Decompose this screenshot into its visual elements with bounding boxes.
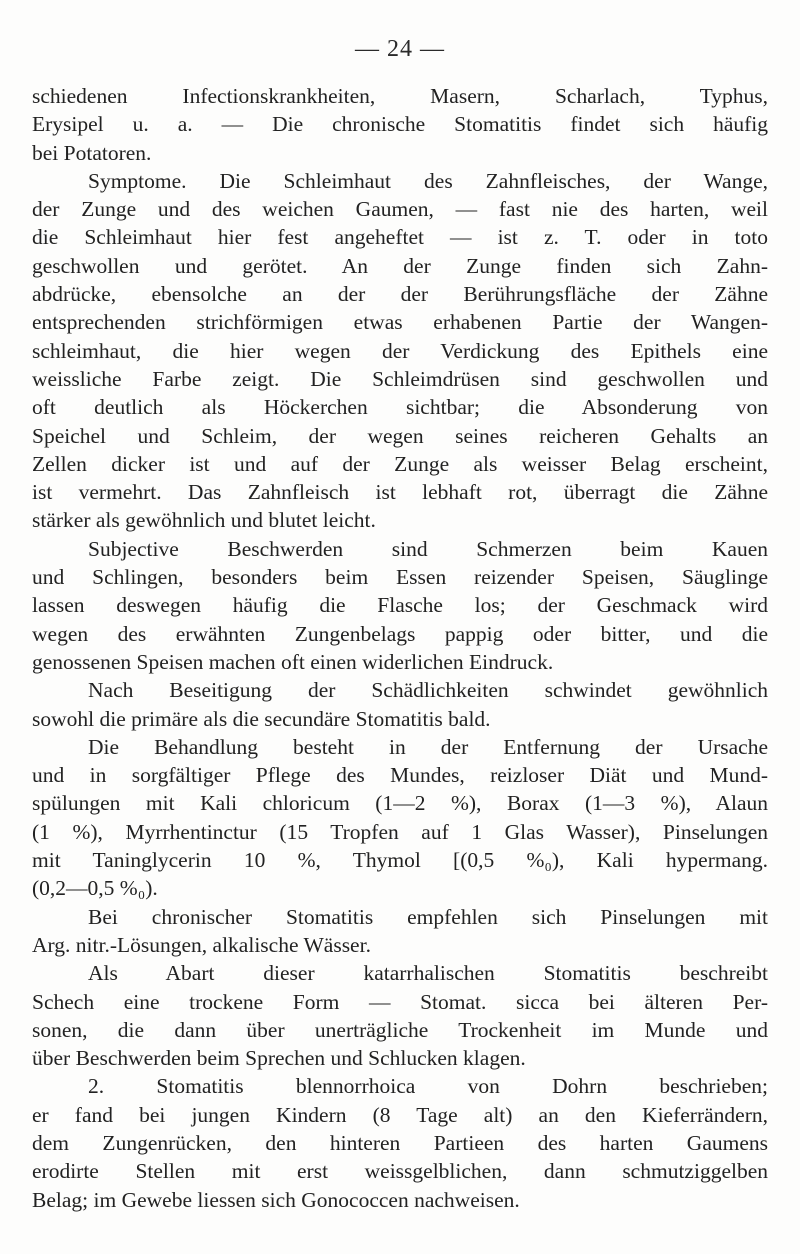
text-line: und Schlingen, besonders beim Essen reizender Speisen, Säuglinge — [32, 565, 768, 590]
text-line: Symptome. Die Schleimhaut des Zahnfleisches, der Wange, — [88, 168, 768, 193]
text-line: (1 %), Myrrhentinctur (15 Tropfen auf 1 Glas Wasser), Pinselungen — [32, 819, 768, 844]
paragraph-symptome — [32, 167, 768, 535]
paragraph-blennorrhoica — [32, 1072, 768, 1213]
paragraph-beschwerden — [32, 535, 768, 676]
page-number: — 24 — — [355, 36, 445, 62]
text-line: bei Potatoren. — [32, 140, 152, 165]
text-body — [32, 82, 768, 1214]
text-line: mit Taninglycerin 10 %, Thymol [(0,5 %₀), Kali hypermang. — [32, 848, 768, 873]
paragraph-abart — [32, 959, 768, 1072]
text-line: über Beschwerden beim Sprechen und Schlucken klagen. — [32, 1046, 526, 1071]
text-line: 2. Stomatitis blennorrhoica von Dohrn beschrieben; — [88, 1074, 768, 1099]
text-line: lassen deswegen häufig die Flasche los; der Geschmack wird — [32, 593, 768, 618]
text-line: Bei chronischer Stomatitis empfehlen sich Pinselungen mit — [88, 904, 768, 929]
text-line: sonen, die dann über unerträgliche Trockenheit im Munde und — [32, 1017, 768, 1042]
text-line: schleimhaut, die hier wegen der Verdickung des Epithels eine — [32, 338, 768, 363]
text-line: Subjective Beschwerden sind Schmerzen beim Kauen — [88, 536, 768, 561]
text-line: ist vermehrt. Das Zahnfleisch ist lebhaft rot, überragt die Zähne — [32, 480, 768, 505]
text-line: schiedenen Infectionskrankheiten, Masern, Scharlach, Typhus, — [32, 84, 768, 108]
text-line: Arg. nitr.-Lösungen, alkalische Wässer. — [32, 932, 371, 957]
text-line: genossenen Speisen machen oft einen widerlichen Eindruck. — [32, 649, 554, 674]
text-line: dem Zungenrücken, den hinteren Partieen des harten Gaumens — [32, 1130, 768, 1155]
paragraph-intro — [32, 82, 768, 167]
text-line: spülungen mit Kali chloricum (1—2 %), Borax (1—3 %), Alaun — [32, 791, 768, 816]
text-line: oft deutlich als Höckerchen sichtbar; die Absonderung von — [32, 395, 768, 420]
text-line: die Schleimhaut hier fest angeheftet — ist z. T. oder in toto — [32, 225, 768, 250]
text-line: Schech eine trockene Form — Stomat. sicca bei älteren Per- — [32, 989, 768, 1014]
text-line: entsprechenden strichförmigen etwas erhabenen Partie der Wangen- — [32, 310, 768, 335]
text-line: Als Abart dieser katarrhalischen Stomatitis beschreibt — [88, 961, 768, 986]
paragraph-behandlung — [32, 733, 768, 903]
paragraph-beseitigung — [32, 676, 768, 733]
text-line: abdrücke, ebensolche an der der Berührungsfläche der Zähne — [32, 282, 768, 307]
text-line: wegen des erwähnten Zungenbelags pappig oder bitter, und die — [32, 621, 768, 646]
text-line: geschwollen und gerötet. An der Zunge finden sich Zahn- — [32, 253, 768, 278]
text-line: Die Behandlung besteht in der Entfernung der Ursache — [88, 734, 768, 759]
text-line: Zellen dicker ist und auf der Zunge als weisser Belag erscheint, — [32, 451, 768, 476]
text-line: sowohl die primäre als die secundäre Stomatitis bald. — [32, 706, 491, 731]
text-line: erodirte Stellen mit erst weissgelblichen, dann schmutziggelben — [32, 1159, 768, 1184]
text-line: stärker als gewöhnlich und blutet leicht. — [32, 508, 376, 533]
text-line: er fand bei jungen Kindern (8 Tage alt) an den Kieferrändern, — [32, 1102, 768, 1127]
paragraph-chronisch — [32, 903, 768, 960]
text-line: weissliche Farbe zeigt. Die Schleimdrüsen sind geschwollen und — [32, 366, 768, 391]
text-line: Nach Beseitigung der Schädlichkeiten schwindet gewöhnlich — [88, 678, 768, 703]
text-line: Erysipel u. a. — Die chronische Stomatitis findet sich häufig — [32, 112, 768, 137]
text-line: und in sorgfältiger Pflege des Mundes, reizloser Diät und Mund- — [32, 763, 768, 788]
text-line: der Zunge und des weichen Gaumen, — fast nie des harten, weil — [32, 197, 768, 222]
text-line: Speichel und Schleim, der wegen seines reicheren Gehalts an — [32, 423, 768, 448]
text-line: (0,2—0,5 %₀). — [32, 876, 158, 901]
text-line: Belag; im Gewebe liessen sich Gonococcen nachweisen. — [32, 1187, 520, 1212]
